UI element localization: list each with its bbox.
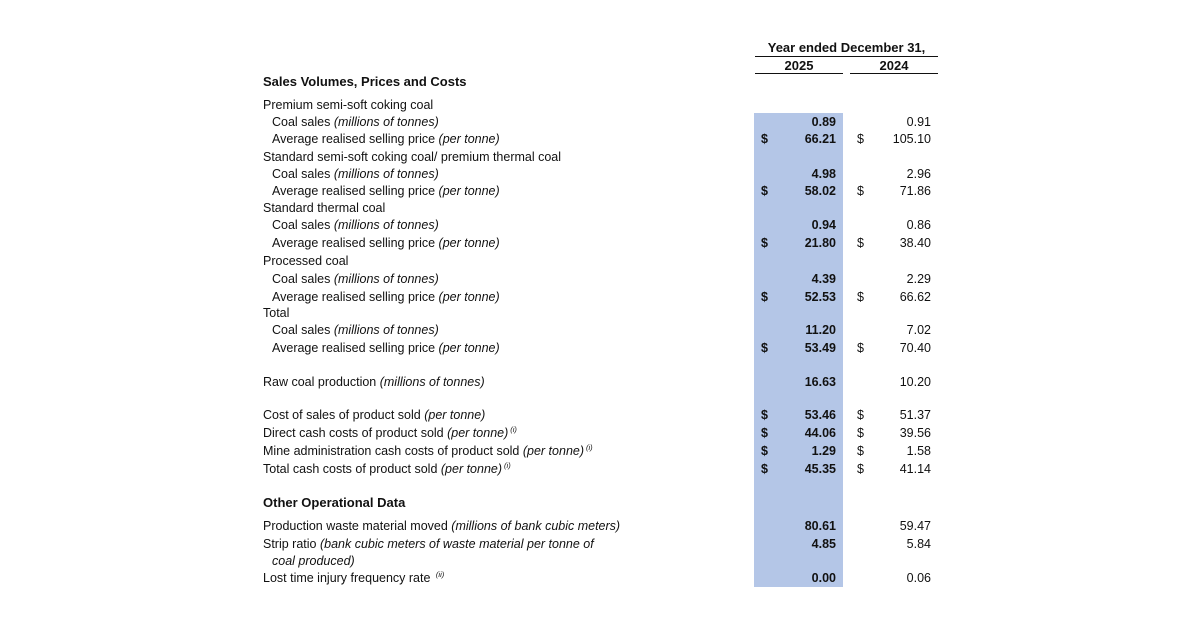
currency-2024: $ [857,444,864,458]
table-row [0,406,1200,424]
table-row [0,442,1200,460]
value-2025: 53.46 [804,408,836,422]
group-title-row [0,252,1200,270]
table-row [0,460,1200,478]
table-row [0,216,1200,234]
value-2025: 16.63 [804,375,836,389]
period-header: Year ended December 31, [767,40,926,55]
row-label: Coal sales (millions of tonnes) [272,115,439,129]
group-title-processed: Processed coal [263,254,349,268]
currency-2025: $ [761,236,768,250]
currency-2024: $ [857,290,864,304]
row-label: Lost time injury frequency rate $^{(ii)}$ [263,570,445,585]
group-title-row [0,304,1200,322]
currency-2025: $ [761,132,768,146]
row-label-continuation [0,552,1200,570]
section-sales-row [0,73,1200,91]
footnote-ref: (ii) [435,570,445,579]
value-2025: 1.29 [811,444,836,458]
value-2025: 44.06 [804,426,836,440]
currency-2025: $ [761,444,768,458]
value-2024: 38.40 [899,236,931,250]
group-title-row [0,148,1200,166]
footnote-ref: (i) [586,443,593,452]
row-label: Coal sales (millions of tonnes) [272,218,439,232]
row-label: Strip ratio (bank cubic meters of waste material per tonne of [263,537,594,551]
table-row [0,339,1200,357]
row-label: Total cash costs of product sold (per tonne) $^{(i)}$ [263,461,511,476]
value-2024: 2.29 [906,272,931,286]
footnote-ref: (i) [510,425,517,434]
value-2025: 21.80 [804,236,836,250]
table-row [0,373,1200,391]
value-2024: 41.14 [899,462,931,476]
currency-2024: $ [857,462,864,476]
value-2025: 45.35 [804,462,836,476]
row-label: Average realised selling price (per tonne) [272,290,500,304]
value-2024: 59.47 [899,519,931,533]
group-title-row [0,199,1200,217]
group-title-premium: Premium semi-soft coking coal [263,98,434,112]
table-row [0,321,1200,339]
value-2024: 39.56 [899,426,931,440]
table-row [0,234,1200,252]
table-row [0,270,1200,288]
column-header-2025: 2025 [755,58,843,74]
value-2024: 105.10 [892,132,931,146]
row-label: Direct cash costs of product sold (per tonne) $^{(i)}$ [263,425,517,440]
row-label: Coal sales (millions of tonnes) [272,272,439,286]
row-label: Coal sales (millions of tonnes) [272,323,439,337]
group-title-total: Total [263,306,290,320]
value-2024: 7.02 [906,323,931,337]
table-row [0,182,1200,200]
table-row [0,130,1200,148]
currency-2025: $ [761,462,768,476]
row-label: Average realised selling price (per tonne) [272,341,500,355]
currency-2025: $ [761,341,768,355]
row-label: Average realised selling price (per tonne) [272,184,500,198]
section-title-sales: Sales Volumes, Prices and Costs [263,74,467,89]
currency-2024: $ [857,408,864,422]
row-label: Cost of sales of product sold (per tonne) [263,408,486,422]
table-row [0,165,1200,183]
value-2024: 0.86 [906,218,931,232]
group-title-row [0,96,1200,114]
value-2024: 2.96 [906,167,931,181]
currency-2024: $ [857,132,864,146]
value-2025: 4.98 [811,167,836,181]
section-other-row [0,494,1200,512]
value-2025: 52.53 [804,290,836,304]
group-title-thermal: Standard thermal coal [263,201,386,215]
value-2024: 10.20 [899,375,931,389]
currency-2025: $ [761,184,768,198]
table-row [0,517,1200,535]
value-2024: 1.58 [906,444,931,458]
value-2025: 11.20 [805,323,836,337]
table-row [0,424,1200,442]
value-2025: 4.85 [811,537,836,551]
value-2024: 51.37 [899,408,931,422]
row-label: Production waste material moved (millions of bank cubic meters) [263,519,621,533]
currency-2024: $ [857,341,864,355]
table-row [0,113,1200,131]
currency-2024: $ [857,184,864,198]
value-2025: 0.00 [811,571,836,585]
value-2025: 58.02 [804,184,836,198]
row-label: Average realised selling price (per tonne) [272,132,500,146]
currency-2025: $ [761,408,768,422]
value-2025: 0.94 [811,218,836,232]
value-2025: 66.21 [804,132,836,146]
value-2025: 80.61 [804,519,836,533]
currency-2024: $ [857,426,864,440]
footnote-ref: (i) [504,461,511,470]
header-rule [755,56,938,57]
currency-2024: $ [857,236,864,250]
table-row [0,569,1200,587]
value-2025: 0.89 [811,115,836,129]
value-2024: 5.84 [906,537,931,551]
strip-ratio-unit-line2: coal produced) [272,554,355,568]
currency-2025: $ [761,290,768,304]
value-2024: 0.91 [906,115,931,129]
row-label: Coal sales (millions of tonnes) [272,167,439,181]
section-title-other: Other Operational Data [263,495,406,510]
column-header-2024: 2024 [850,58,938,74]
group-title-standard-ss: Standard semi-soft coking coal/ premium thermal coal [263,150,562,164]
row-label: Average realised selling price (per tonne) [272,236,500,250]
row-label: Raw coal production (millions of tonnes) [263,375,485,389]
value-2024: 71.86 [899,184,931,198]
value-2024: 0.06 [906,571,931,585]
value-2024: 70.40 [899,341,931,355]
currency-2025: $ [761,426,768,440]
value-2024: 66.62 [899,290,931,304]
value-2025: 53.49 [804,341,836,355]
row-label: Mine administration cash costs of product sold (per tonne) $^{(i)}$ [263,443,593,458]
value-2025: 4.39 [811,272,836,286]
